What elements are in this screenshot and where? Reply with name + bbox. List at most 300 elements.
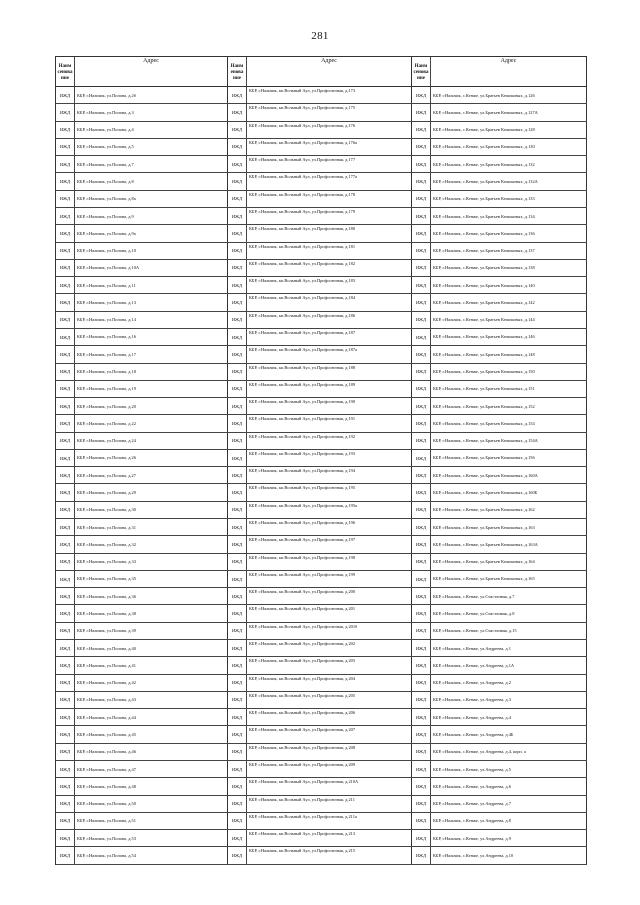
row-address: [247, 726, 412, 742]
row-type-text: ИЖД: [231, 265, 243, 271]
row-type-text: ИЖД: [59, 783, 71, 789]
table-row: [56, 692, 228, 709]
row-type: [228, 260, 247, 276]
row-type-text: ИЖД: [59, 92, 71, 98]
row-type-text: ИЖД: [415, 265, 427, 271]
table-row: [412, 191, 587, 208]
row-address-text: КБР, г.Нальчик, с.Кенже, ул.Братьев Кешоковых, д.163: [433, 524, 535, 530]
table-row: [412, 623, 587, 640]
row-type-text: ИЖД: [415, 109, 427, 115]
table-row: [56, 364, 228, 381]
row-type: [412, 830, 431, 846]
table-row: [56, 502, 228, 519]
row-address: [431, 554, 587, 570]
row-type-text: ИЖД: [231, 628, 243, 634]
row-type: [228, 294, 247, 310]
table-row: [412, 467, 587, 484]
row-address-text: КБР, г.Нальчик, кп.Вольный Аул, ул.Профсоюзная, д.203: [249, 658, 356, 664]
row-type: [412, 502, 431, 518]
row-address-text: КБР, г.Нальчик, ул.Попова, д.9: [77, 213, 134, 219]
row-type-text: ИЖД: [415, 369, 427, 375]
address-table: [55, 56, 587, 865]
row-type: [412, 312, 431, 328]
row-address: [431, 104, 587, 120]
row-address: [247, 139, 412, 155]
table-row: [56, 640, 228, 657]
row-address-text: КБР, г.Нальчик, с.Кенже, ул.Братьев Кешоковых, д.133: [433, 196, 535, 202]
row-type: [412, 847, 431, 863]
row-type: [56, 467, 75, 483]
table-row: [56, 277, 228, 294]
row-address-text: КБР, г.Нальчик, кп.Вольный Аул, ул.Профсоюзная, д.176а: [249, 139, 358, 145]
row-type: [56, 744, 75, 760]
row-type-text: ИЖД: [231, 835, 243, 841]
table-column-1: [56, 57, 228, 865]
row-type: [412, 778, 431, 794]
row-type: [412, 450, 431, 466]
table-row: [56, 433, 228, 450]
table-row: [56, 778, 228, 795]
table-row: [228, 623, 412, 640]
table-row: [412, 554, 587, 571]
table-row: [412, 502, 587, 519]
row-address-text: КБР, г.Нальчик, кп.Вольный Аул, ул.Профсоюзная, д.197: [249, 537, 356, 543]
row-type-text: ИЖД: [59, 109, 71, 115]
row-address: [75, 433, 228, 449]
table-row: [412, 830, 587, 847]
table-row: [56, 605, 228, 622]
row-address-text: КБР, г.Нальчик, ул.Попова, д.38: [77, 610, 136, 616]
table-row: [228, 675, 412, 692]
row-address: [247, 191, 412, 207]
row-address-text: КБР, г.Нальчик, кп.Вольный Аул, ул.Профсоюзная, д.191: [249, 416, 356, 422]
row-address-text: КБР, г.Нальчик, с.Кенже, ул.Братьев Кешоковых, д.142: [433, 299, 535, 305]
row-type-text: ИЖД: [59, 248, 71, 254]
row-address: [75, 260, 228, 276]
row-address-text: КБР, г.Нальчик, кп.Вольный Аул, ул.Профсоюзная, д.215: [249, 848, 356, 854]
row-address: [75, 277, 228, 293]
row-address-text: КБР, г.Нальчик, с.Кенже, ул.Счастливая, д.15: [433, 628, 517, 634]
row-type-text: ИЖД: [415, 593, 427, 599]
row-address-text: КБР, г.Нальчик, ул.Попова, д.10: [77, 248, 136, 254]
row-address-text: КБР, г.Нальчик, кп.Вольный Аул, ул.Профсоюзная, д.179: [249, 208, 356, 214]
row-address: [431, 450, 587, 466]
row-address: [75, 208, 228, 224]
table-row: [56, 519, 228, 536]
row-type-text: ИЖД: [231, 611, 243, 617]
row-address: [247, 502, 412, 518]
table-row: [228, 294, 412, 311]
row-address-text: КБР, г.Нальчик, ул.Попова, д.16: [77, 334, 136, 340]
row-type-text: ИЖД: [415, 524, 427, 530]
table-row: [228, 536, 412, 553]
row-type-text: ИЖД: [231, 144, 243, 150]
row-address-text: КБР, г.Нальчик, ул.Попова, д.5: [77, 144, 134, 150]
table-row: [412, 709, 587, 726]
row-address: [247, 847, 412, 863]
table-row: [56, 675, 228, 692]
row-address: [431, 709, 587, 725]
header-address: Адрес: [75, 57, 228, 86]
row-type-text: ИЖД: [415, 645, 427, 651]
table-row: [412, 536, 587, 553]
row-type-text: ИЖД: [415, 455, 427, 461]
row-address-text: КБР, г.Нальчик, кп.Вольный Аул, ул.Профсоюзная, д.201б: [249, 623, 358, 629]
row-address: [247, 519, 412, 535]
row-address: [75, 225, 228, 241]
row-type: [228, 398, 247, 414]
row-type: [228, 156, 247, 172]
table-row: [228, 398, 412, 415]
row-type-text: ИЖД: [415, 714, 427, 720]
row-type-text: ИЖД: [59, 766, 71, 772]
row-address-text: КБР, г.Нальчик, с.Кенже, ул.Братьев Кешоковых, д.126: [433, 92, 535, 98]
row-address: [247, 225, 412, 241]
table-row: [412, 329, 587, 346]
table-row: [412, 433, 587, 450]
row-type-text: ИЖД: [59, 507, 71, 513]
row-type: [228, 122, 247, 138]
row-type-text: ИЖД: [415, 835, 427, 841]
row-type: [56, 415, 75, 431]
row-type: [228, 104, 247, 120]
row-type: [56, 433, 75, 449]
row-type-text: ИЖД: [415, 541, 427, 547]
row-type: [56, 173, 75, 189]
row-address: [247, 675, 412, 691]
row-address: [75, 502, 228, 518]
row-type: [412, 191, 431, 207]
row-address: [75, 847, 228, 863]
row-address-text: КБР, г.Нальчик, ул.Попова, д.29: [77, 490, 136, 495]
table-row: [412, 571, 587, 588]
row-address-text: КБР, г.Нальчик, кп.Вольный Аул, ул.Профсоюзная, д.213: [249, 831, 356, 837]
row-address: [431, 415, 587, 431]
row-type: [56, 139, 75, 155]
row-address: [247, 588, 412, 604]
row-type: [56, 225, 75, 241]
table-row: [56, 243, 228, 260]
row-address: [431, 312, 587, 328]
row-address-text: КБР, г.Нальчик, с.Кенже, ул.Братьев Кешоковых, д.132: [433, 161, 535, 167]
row-address: [75, 519, 228, 535]
row-type-text: ИЖД: [415, 317, 427, 323]
table-row: [56, 346, 228, 363]
row-type-text: ИЖД: [415, 144, 427, 150]
row-type-text: ИЖД: [231, 386, 243, 392]
row-address-text: КБР, г.Нальчик, с.Кенже, ул.Андреева, д.6: [433, 783, 511, 789]
row-address: [75, 122, 228, 138]
table-row: [56, 571, 228, 588]
row-type: [228, 415, 247, 431]
row-type: [56, 484, 75, 500]
table-row: [412, 588, 587, 605]
row-address-text: КБР, г.Нальчик, с.Кенже, ул.Братьев Кешоковых, д.152: [433, 403, 535, 409]
row-type-text: ИЖД: [59, 369, 71, 375]
row-type: [412, 709, 431, 725]
table-row: [56, 191, 228, 208]
table-row: [412, 208, 587, 225]
table-row: [56, 813, 228, 830]
row-address-text: КБР, г.Нальчик, с.Кенже, ул.Братьев Кешоковых, д.127А: [433, 109, 538, 115]
row-type-text: ИЖД: [59, 420, 71, 426]
row-type-text: ИЖД: [415, 127, 427, 133]
row-type-text: ИЖД: [59, 749, 71, 755]
row-type: [228, 847, 247, 863]
row-type: [228, 173, 247, 189]
row-address-text: КБР, г.Нальчик, кп.Вольный Аул, ул.Профсоюзная, д.190: [249, 399, 356, 405]
row-type: [56, 519, 75, 535]
row-type-text: ИЖД: [231, 576, 243, 582]
row-type: [228, 554, 247, 570]
row-type-text: ИЖД: [59, 282, 71, 288]
row-address-text: КБР, г.Нальчик, с.Кенже, ул.Андреева, д.10: [433, 852, 514, 858]
row-type: [228, 726, 247, 742]
row-address: [431, 813, 587, 829]
row-type: [228, 692, 247, 708]
table-row: [228, 225, 412, 242]
row-address-text: КБР, г.Нальчик, ул.Попова, д.54: [77, 852, 136, 858]
row-type-text: ИЖД: [231, 680, 243, 686]
row-type-text: ИЖД: [415, 801, 427, 807]
table-row: [228, 243, 412, 260]
row-address-text: КБР, г.Нальчик, ул.Попова, д.26: [77, 455, 136, 461]
table-row: [412, 692, 587, 709]
row-type: [412, 173, 431, 189]
row-type-text: ИЖД: [415, 766, 427, 772]
row-type: [56, 277, 75, 293]
row-address: [75, 536, 228, 552]
row-type-text: ИЖД: [415, 576, 427, 582]
row-address-text: КБР, г.Нальчик, ул.Попова, д.35: [77, 576, 136, 582]
table-row: [412, 277, 587, 294]
row-address-text: КБР, г.Нальчик, с.Кенже, ул.Андреева, д.7: [433, 801, 511, 807]
table-column-3: [412, 57, 587, 865]
row-type-text: ИЖД: [59, 853, 71, 859]
table-row: [412, 243, 587, 260]
row-address: [247, 640, 412, 656]
row-address-text: КБР, г.Нальчик, с.Кенже, ул.Братьев Кешоковых, д.140: [433, 282, 535, 288]
row-address: [431, 122, 587, 138]
row-type-text: ИЖД: [231, 351, 243, 357]
row-address-text: КБР, г.Нальчик, кп.Вольный Аул, ул.Профсоюзная, д.182: [249, 260, 356, 266]
row-type-text: ИЖД: [59, 559, 71, 565]
table-row: [56, 536, 228, 553]
row-address-text: КБР, г.Нальчик, ул.Попова, д.13: [77, 299, 136, 305]
row-address: [247, 381, 412, 397]
row-address-text: КБР, г.Нальчик, кп.Вольный Аул, ул.Профсоюзная, д.177: [249, 157, 356, 163]
row-type-text: ИЖД: [415, 472, 427, 478]
table-row: [412, 312, 587, 329]
row-type-text: ИЖД: [59, 179, 71, 185]
row-type-text: ИЖД: [59, 334, 71, 340]
row-type-text: ИЖД: [231, 559, 243, 565]
row-type-text: ИЖД: [231, 213, 243, 219]
row-address: [247, 796, 412, 812]
row-address-text: КБР, г.Нальчик, с.Кенже, ул.Андреева, д.1: [433, 645, 511, 651]
row-type: [412, 605, 431, 621]
table-row: [56, 761, 228, 778]
table-row: [56, 208, 228, 225]
row-address: [431, 173, 587, 189]
row-type: [412, 243, 431, 259]
table-row: [56, 415, 228, 432]
row-address: [431, 346, 587, 362]
table-header: [412, 57, 587, 87]
row-type-text: ИЖД: [415, 732, 427, 738]
row-address: [431, 502, 587, 518]
row-type: [412, 364, 431, 380]
row-address-text: КБР, г.Нальчик, кп.Вольный Аул, ул.Профсоюзная, д.189: [249, 381, 356, 387]
table-header: [56, 57, 228, 87]
row-address: [75, 709, 228, 725]
row-type: [56, 364, 75, 380]
row-type-text: ИЖД: [59, 680, 71, 686]
row-address: [431, 571, 587, 587]
row-address: [75, 657, 228, 673]
row-type-text: ИЖД: [59, 818, 71, 824]
row-type: [228, 796, 247, 812]
row-type-text: ИЖД: [231, 853, 243, 859]
row-address-text: КБР, г.Нальчик, ул.Попова, д.4: [77, 127, 134, 133]
row-type-text: ИЖД: [415, 490, 427, 496]
row-address: [431, 484, 587, 500]
row-type: [412, 467, 431, 483]
row-type-text: ИЖД: [231, 714, 243, 720]
row-address-text: КБР, г.Нальчик, с.Кенже, ул.Братьев Кешоковых, д.164: [433, 559, 535, 565]
row-address-text: КБР, г.Нальчик, кп.Вольный Аул, ул.Профсоюзная, д.210А: [249, 779, 359, 785]
row-address-text: КБР, г.Нальчик, с.Кенже, ул.Андреева, д.4: [433, 714, 511, 720]
row-address-text: КБР, г.Нальчик, с.Кенже, ул.Братьев Кешоковых, д.148: [433, 351, 535, 357]
table-row: [56, 173, 228, 190]
row-type: [56, 536, 75, 552]
row-type: [56, 346, 75, 362]
row-type: [412, 398, 431, 414]
row-address-text: КБР, г.Нальчик, кп.Вольный Аул, ул.Профсоюзная, д.199: [249, 571, 356, 577]
row-address: [431, 260, 587, 276]
row-address: [247, 415, 412, 431]
table-row: [412, 813, 587, 830]
row-type-text: ИЖД: [231, 369, 243, 375]
row-type-text: ИЖД: [415, 196, 427, 202]
table-body: [228, 87, 412, 865]
row-type-text: ИЖД: [59, 662, 71, 668]
row-address-text: КБР, г.Нальчик, ул.Попова, д.8а: [77, 196, 136, 202]
row-address: [431, 156, 587, 172]
row-type: [412, 640, 431, 656]
table-row: [228, 709, 412, 726]
table-row: [56, 830, 228, 847]
row-type: [56, 260, 75, 276]
row-type: [412, 294, 431, 310]
row-address: [75, 571, 228, 587]
row-address: [431, 277, 587, 293]
row-type: [228, 364, 247, 380]
row-address-text: КБР, г.Нальчик, кп.Вольный Аул, ул.Профсоюзная, д.211: [249, 796, 355, 802]
table-row: [228, 191, 412, 208]
row-address: [75, 364, 228, 380]
row-address: [431, 640, 587, 656]
row-address-text: КБР, г.Нальчик, кп.Вольный Аул, ул.Профсоюзная, д.187а: [249, 347, 358, 353]
row-type-text: ИЖД: [415, 783, 427, 789]
row-address: [75, 87, 228, 103]
row-type: [412, 208, 431, 224]
row-address: [247, 208, 412, 224]
row-type: [56, 381, 75, 397]
row-type: [412, 87, 431, 103]
row-address: [247, 277, 412, 293]
table-row: [412, 761, 587, 778]
row-type-text: ИЖД: [59, 524, 71, 530]
row-address: [431, 761, 587, 777]
row-address-text: КБР, г.Нальчик, с.Кенже, ул.Братьев Кешоковых, д.146: [433, 334, 535, 340]
table-row: [228, 277, 412, 294]
table-row: [56, 260, 228, 277]
row-type-text: ИЖД: [415, 559, 427, 565]
row-address: [75, 623, 228, 639]
row-type-text: ИЖД: [59, 351, 71, 357]
row-address-text: КБР, г.Нальчик, кп.Вольный Аул, ул.Профсоюзная, д.187: [249, 329, 356, 335]
row-type: [56, 571, 75, 587]
row-type: [412, 433, 431, 449]
row-address-text: КБР, г.Нальчик, с.Кенже, ул.Братьев Кешоковых, д.144: [433, 317, 535, 323]
row-address-text: КБР, г.Нальчик, кп.Вольный Аул, ул.Профсоюзная, д.204: [249, 675, 356, 681]
row-type-text: ИЖД: [231, 490, 243, 496]
row-address: [247, 536, 412, 552]
row-type-text: ИЖД: [231, 334, 243, 340]
row-address-text: КБР, г.Нальчик, кп.Вольный Аул, ул.Профсоюзная, д.201: [249, 606, 356, 612]
row-type-text: ИЖД: [231, 109, 243, 115]
row-address-text: КБР, г.Нальчик, ул.Попова, д.22: [77, 420, 136, 426]
table-row: [412, 104, 587, 121]
table-row: [56, 467, 228, 484]
table-header: [228, 57, 412, 87]
row-type: [412, 588, 431, 604]
row-type: [412, 415, 431, 431]
row-address: [247, 173, 412, 189]
row-type: [56, 312, 75, 328]
row-type-text: ИЖД: [59, 300, 71, 306]
table-row: [412, 398, 587, 415]
row-type: [56, 398, 75, 414]
table-row: [56, 122, 228, 139]
row-type: [412, 156, 431, 172]
row-address: [75, 381, 228, 397]
row-type-text: ИЖД: [59, 576, 71, 582]
table-row: [412, 726, 587, 743]
row-type-text: ИЖД: [59, 628, 71, 634]
row-type: [228, 813, 247, 829]
row-type: [56, 623, 75, 639]
row-address: [247, 294, 412, 310]
row-type: [56, 554, 75, 570]
row-address: [75, 467, 228, 483]
table-row: [56, 588, 228, 605]
row-address-text: КБР, г.Нальчик, ул.Попова, д.10А: [77, 265, 140, 271]
table-row: [412, 260, 587, 277]
table-row: [56, 104, 228, 121]
row-type: [412, 657, 431, 673]
row-address: [247, 554, 412, 570]
row-address: [431, 467, 587, 483]
row-type: [56, 847, 75, 863]
row-type: [56, 87, 75, 103]
row-address: [431, 519, 587, 535]
table-row: [228, 657, 412, 674]
row-type-text: ИЖД: [415, 386, 427, 392]
row-address: [247, 761, 412, 777]
table-row: [228, 329, 412, 346]
